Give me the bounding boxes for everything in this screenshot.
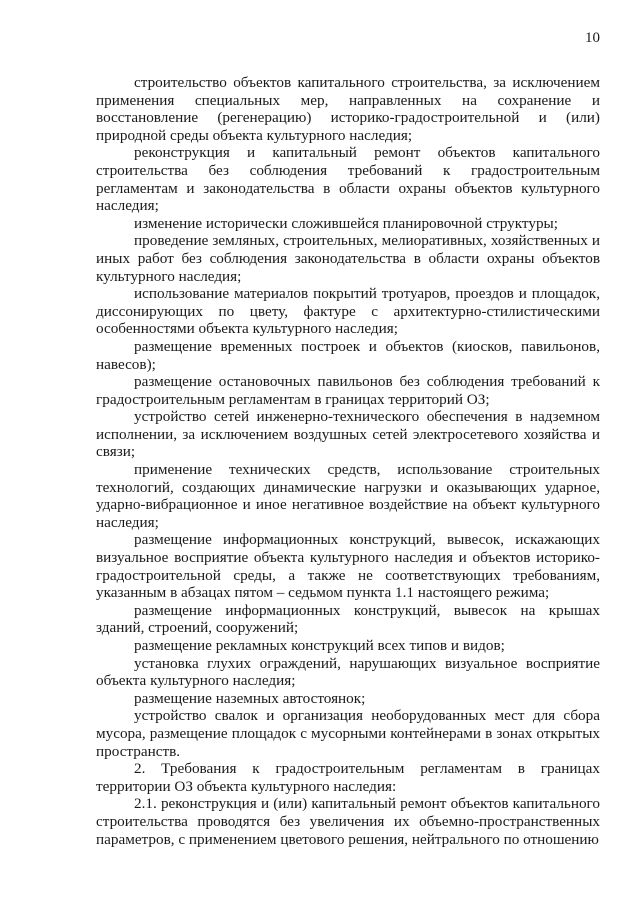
paragraph-9: применение технических средств, использование строительных технологий, создающих динамические нагрузки и оказывающих ударное, ударно-вибрационное и иное негативное воздействие на объект культурного наследия; [96,461,600,531]
paragraph-11: размещение информационных конструкций, вывесок на крышах зданий, строений, сооружений; [96,601,600,637]
paragraph-3: изменение исторически сложившейся планировочной структуры; [134,214,558,232]
paragraph-4: проведение земляных, строительных, мелиоративных, хозяйственных и иных работ без соблюдения законодательства в области охраны объектов культурного наследия; [96,232,600,285]
paragraph-1: строительство объектов капитального строительства, за исключением применения специальных мер, направленных на сохранение и восстановление (регенерацию) историко-градостроительной и (или) природной среды объекта культурного наследия; [96,74,600,144]
paragraph-14: размещение наземных автостоянок; [134,689,366,707]
paragraph-15: устройство свалок и организация необорудованных мест для сбора мусора, размещение площадок с мусорными контейнерами в зонах открытых пространств. [96,707,600,760]
document-body [96,74,600,848]
paragraph-10: размещение информационных конструкций, вывесок, искажающих визуальное восприятие объекта культурного наследия и объектов историко-градостроительной среды, а также не соответствующих требованиям, указанным в абзацах пятом – седьмом пункта 1.1 настоящего режима; [96,531,600,602]
section-2-1-paragraph: 2.1. реконструкция и (или) капитальный ремонт объектов капитального строительства проводятся без увеличения их объемно-пространственных параметров, с применением цветового решения, нейтрального по отношению [96,795,600,848]
paragraph-8: устройство сетей инженерно-технического обеспечения в надземном исполнении, за исключением воздушных сетей электросетевого хозяйства и связи; [96,408,600,461]
paragraph-6: размещение временных построек и объектов (киосков, павильонов, навесов); [96,337,600,373]
paragraph-7: размещение остановочных павильонов без соблюдения требований к градостроительным регламентам в границах территорий ОЗ; [96,373,600,408]
paragraph-5: использование материалов покрытий тротуаров, проездов и площадок, диссонирующих по цвету, фактуре с архитектурно-стилистическими особенностями объекта культурного наследия; [96,285,600,338]
paragraph-12: размещение рекламных конструкций всех типов и видов; [134,637,505,654]
paragraph-2: реконструкция и капитальный ремонт объектов капитального строительства без соблюдения требований к градостроительным регламентам и законодательства в области охраны объектов культурного наследия; [96,144,600,215]
section-2-heading: 2. Требования к градостроительным регламентам в границах территории ОЗ объекта культурного наследия: [96,760,600,795]
paragraph-13: установка глухих ограждений, нарушающих визуальное восприятие объекта культурного наследия; [96,654,600,690]
page-number: 10 [585,30,600,46]
